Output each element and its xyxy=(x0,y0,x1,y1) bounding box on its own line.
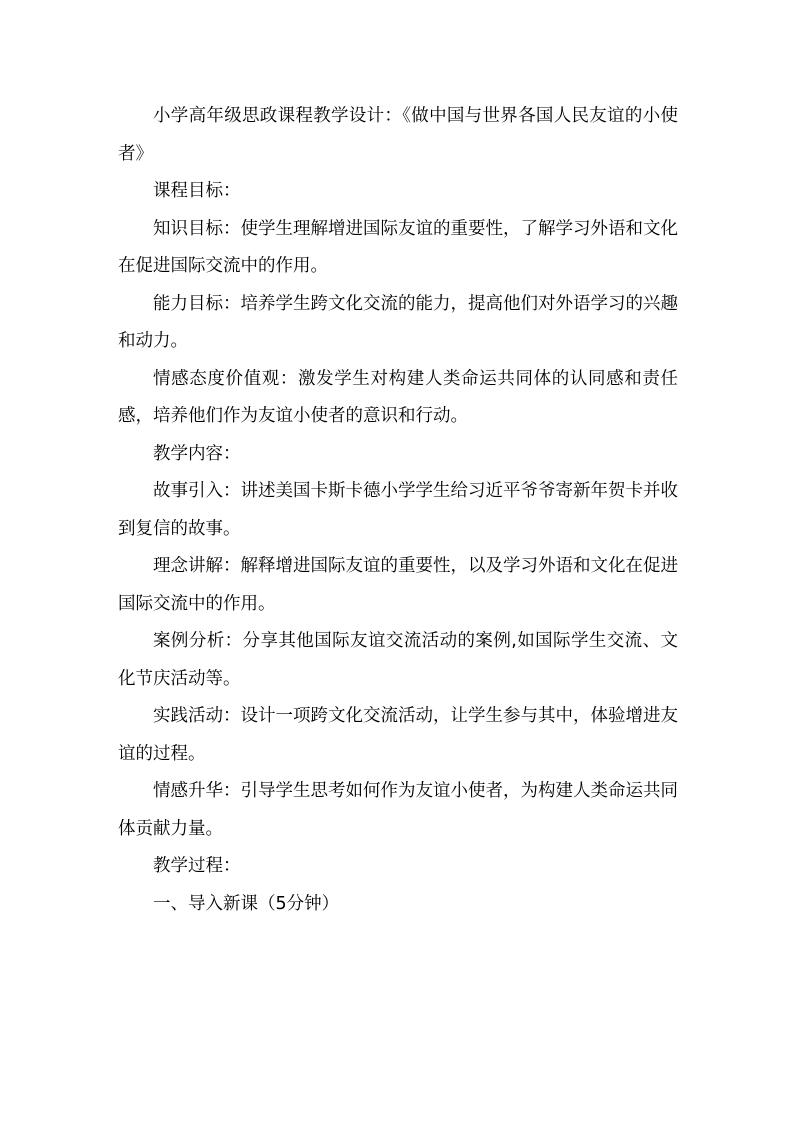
section-heading-course-goals: 课程目标： xyxy=(153,181,241,201)
paragraph-values-goal: 情感态度价值观：激发学生对构建人类命运共同体的认同感和责任感，培养他们作为友谊小使者的意识和行动。 xyxy=(118,368,678,426)
section-heading-teaching-process: 教学过程： xyxy=(153,856,241,876)
document-title: 小学高年级思政课程教学设计：《做中国与世界各国人民友谊的小使者》 xyxy=(118,106,678,164)
paragraph-concept-explanation: 理念讲解：解释增进国际友谊的重要性，以及学习外语和文化在促进国际交流中的作用。 xyxy=(118,556,678,614)
paragraph-emotional-sublimation: 情感升华：引导学生思考如何作为友谊小使者，为构建人类命运共同体贡献力量。 xyxy=(118,781,678,839)
paragraph-case-analysis: 案例分析：分享其他国际友谊交流活动的案例,如国际学生交流、文化节庆活动等。 xyxy=(118,631,678,689)
paragraph-knowledge-goal: 知识目标：使学生理解增进国际友谊的重要性，了解学习外语和文化在促进国际交流中的作用。 xyxy=(118,218,678,276)
paragraph-ability-goal: 能力目标：培养学生跨文化交流的能力，提高他们对外语学习的兴趣和动力。 xyxy=(118,293,678,351)
paragraph-practice-activity: 实践活动：设计一项跨文化交流活动，让学生参与其中，体验增进友谊的过程。 xyxy=(118,706,678,764)
section-heading-teaching-content: 教学内容： xyxy=(153,443,241,464)
paragraph-story-intro: 故事引入：讲述美国卡斯卡德小学学生给习近平爷爷寄新年贺卡并收到复信的故事。 xyxy=(118,481,678,539)
subsection-heading-lesson-intro: 一、导入新课（5分钟） xyxy=(153,893,340,914)
document-body xyxy=(118,98,678,923)
